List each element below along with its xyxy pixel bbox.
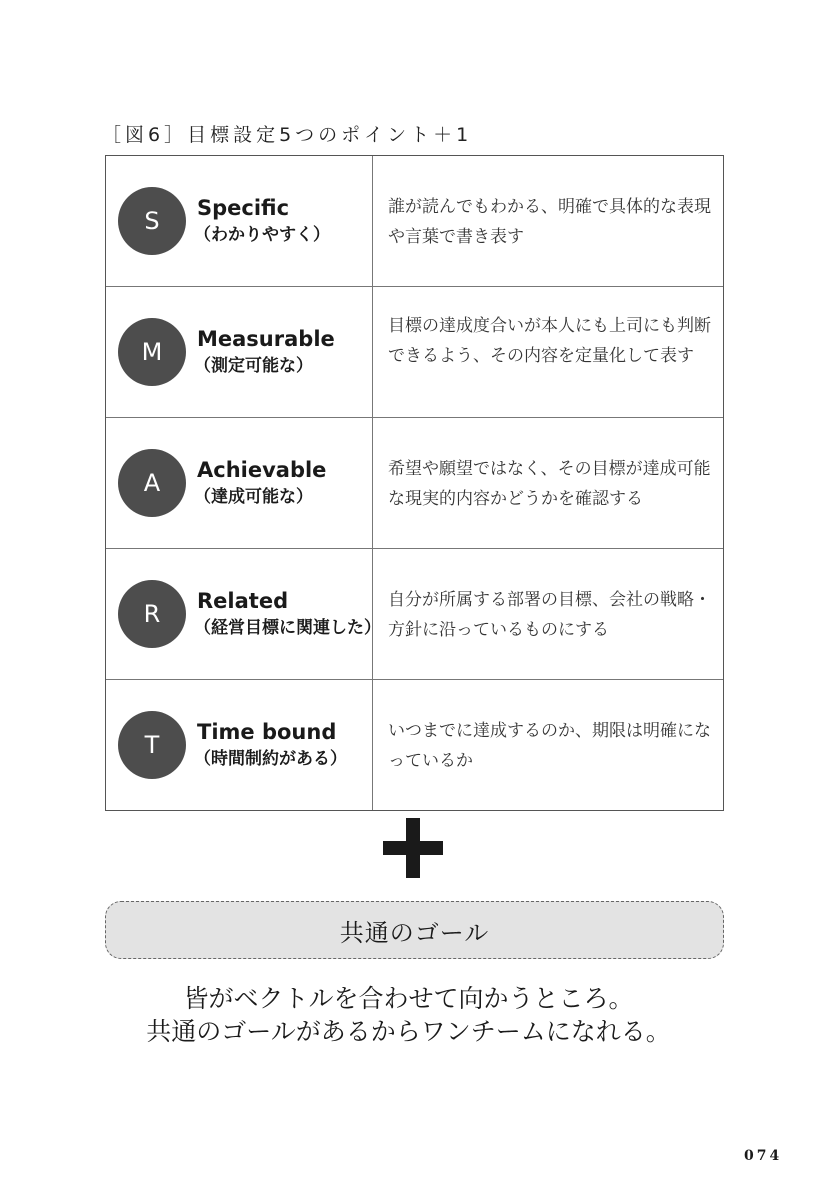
smart-term-cell <box>106 549 381 679</box>
term-description: いつまでに達成するのか、期限は明確になっているか <box>388 721 711 771</box>
smart-term-cell <box>106 156 373 286</box>
smart-table <box>105 155 724 811</box>
letter-badge: S <box>118 187 186 255</box>
smart-term-cell <box>106 680 373 810</box>
term-description: 自分が所属する部署の目標、会社の戦略・方針に沿っているものにする <box>388 590 711 640</box>
closing-text <box>0 982 817 1048</box>
smart-row-achievable <box>106 417 723 548</box>
smart-row-related <box>106 548 723 679</box>
term-english: Related <box>197 589 289 613</box>
term-block <box>194 587 381 641</box>
smart-row-time-bound <box>106 679 723 810</box>
common-goal-label: 共通のゴール <box>339 918 490 947</box>
figure-caption: ［図6］目標設定5つのポイント＋1 <box>102 124 473 146</box>
smart-term-cell <box>106 287 373 417</box>
closing-line-2: 共通のゴールがあるからワンチームになれる。 <box>146 1017 671 1046</box>
page-number: 074 <box>744 1148 783 1164</box>
term-english: Achievable <box>197 458 327 482</box>
letter-badge: A <box>118 449 186 517</box>
term-block <box>194 718 347 772</box>
plus-vertical-bar <box>406 818 420 878</box>
smart-row-measurable <box>106 286 723 417</box>
letter-badge: T <box>118 711 186 779</box>
term-english: Measurable <box>197 327 335 351</box>
term-japanese: （測定可能な） <box>194 356 313 376</box>
term-description: 希望や願望ではなく、その目標が達成可能な現実的内容かどうかを確認する <box>388 459 711 509</box>
plus-icon <box>383 818 443 878</box>
smart-row-specific <box>106 156 723 286</box>
term-japanese: （達成可能な） <box>194 487 313 507</box>
letter-badge: R <box>118 580 186 648</box>
term-english: Time bound <box>197 720 337 744</box>
common-goal-box <box>105 901 724 959</box>
letter-badge: M <box>118 318 186 386</box>
term-english: Specific <box>197 196 290 220</box>
term-block <box>194 194 330 248</box>
term-block <box>194 325 335 379</box>
term-japanese: （時間制約がある） <box>194 749 347 769</box>
closing-line-1: 皆がベクトルを合わせて向かうところ。 <box>183 984 634 1013</box>
term-japanese: （わかりやすく） <box>194 225 330 245</box>
smart-term-cell <box>106 418 373 548</box>
term-description: 目標の達成度合いが本人にも上司にも判断できるよう、その内容を定量化して表す <box>388 316 711 366</box>
term-block <box>194 456 327 510</box>
term-description: 誰が読んでもわかる、明確で具体的な表現や言葉で書き表す <box>388 197 711 247</box>
term-japanese: （経営目標に関連した） <box>194 618 381 638</box>
